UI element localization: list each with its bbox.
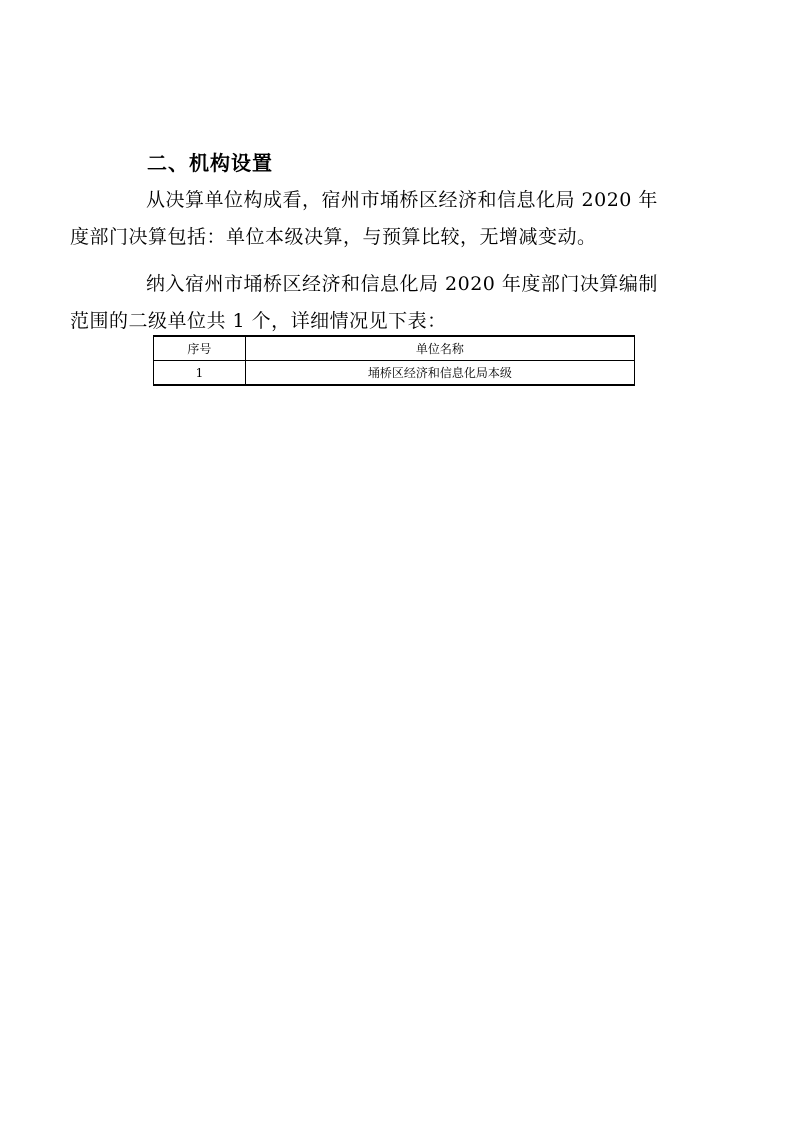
section-heading: 二、机构设置 (147, 151, 273, 175)
units-table (153, 335, 635, 386)
paragraph-composition (70, 182, 690, 256)
cell-unit-name: 埇桥区经济和信息化局本级 (245, 361, 634, 386)
table-row (154, 361, 635, 386)
paragraph-line: 从决算单位构成看，宿州市埇桥区经济和信息化局 2020 年 (146, 189, 658, 211)
paragraph-line: 范围的二级单位共 1 个，详细情况见下表： (70, 310, 447, 332)
column-header-unit-name: 单位名称 (245, 336, 634, 361)
column-header-index: 序号 (154, 336, 246, 361)
paragraph-line: 纳入宿州市埇桥区经济和信息化局 2020 年度部门决算编制 (146, 273, 658, 295)
cell-index: 1 (154, 361, 246, 386)
table-header-row (154, 336, 635, 361)
paragraph-line: 度部门决算包括：单位本级决算，与预算比较，无增减变动。 (70, 226, 597, 248)
paragraph-scope (70, 266, 690, 340)
